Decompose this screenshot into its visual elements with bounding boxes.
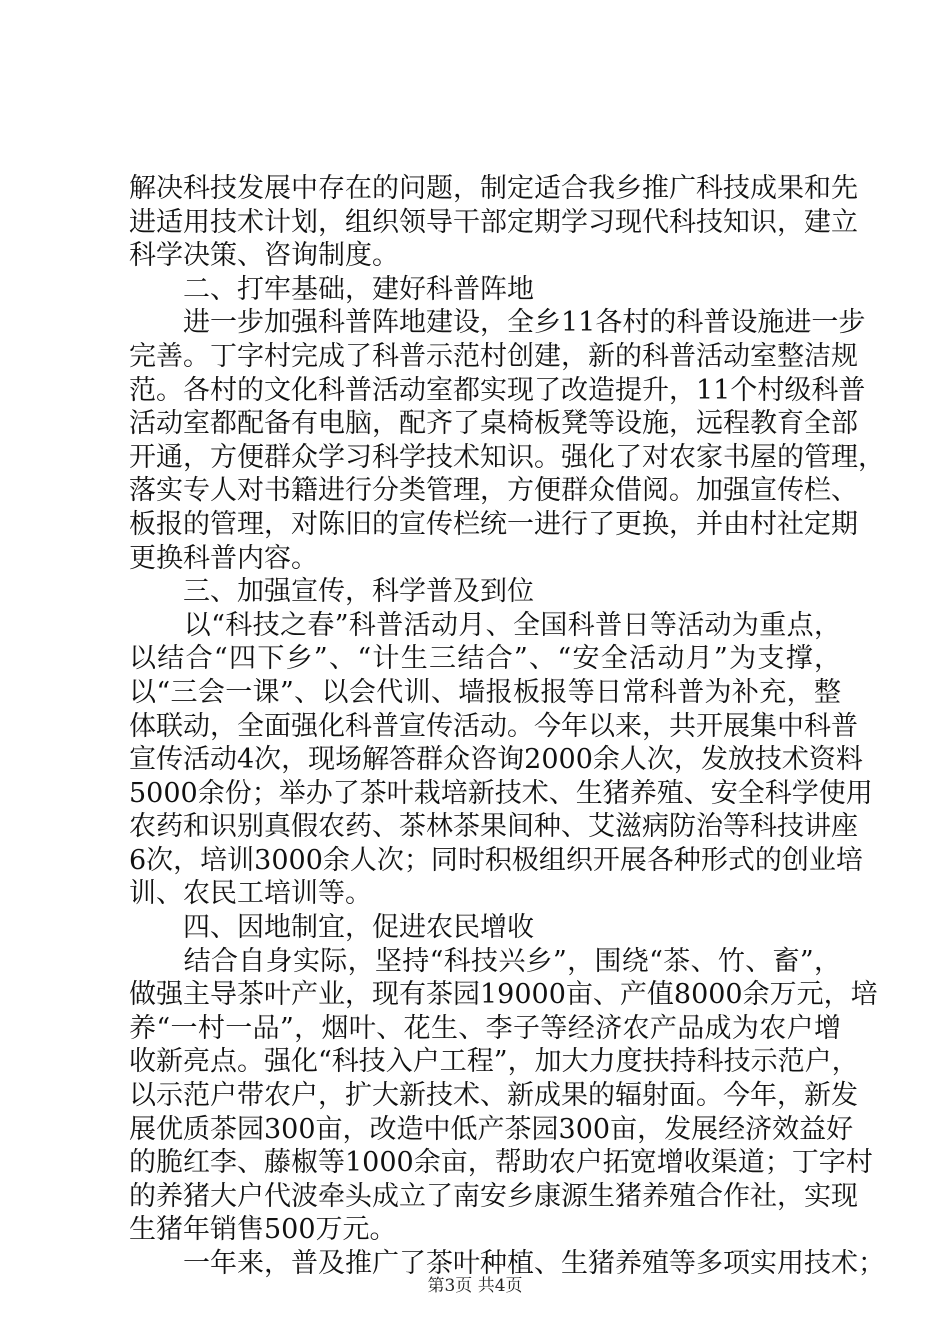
text-line: 一年来，普及推广了茶叶种植、生猪养殖等多项实用技术； <box>129 1248 885 1279</box>
section-heading: 二、打牢基础，建好科普阵地 <box>129 273 534 305</box>
text-line: 以“三会一课”、以会代训、墙报板报等日常科普为补充，整 <box>129 676 841 708</box>
text-line: 5000余份；举办了茶叶栽培新技术、生猪养殖、安全科学使用 <box>129 777 873 809</box>
text-line: 科学决策、咨询制度。 <box>129 240 399 272</box>
text-line: 完善。丁字村完成了科普示范村创建，新的科普活动室整洁规 <box>129 340 858 372</box>
text-line: 的养猪大户代波牵头成立了南安乡康源生猪养殖合作社，实现 <box>129 1180 858 1212</box>
text-line: 养“一村一品”，烟叶、花生、李子等经济农产品成为农户增 <box>129 1012 841 1044</box>
text-line: 落实专人对书籍进行分类管理，方便群众借阅。加强宣传栏、 <box>129 475 858 507</box>
text-line: 板报的管理，对陈旧的宣传栏统一进行了更换，并由村社定期 <box>129 508 858 540</box>
text-line: 更换科普内容。 <box>129 542 318 574</box>
text-line: 解决科技发展中存在的问题，制定适合我乡推广科技成果和先 <box>129 173 858 204</box>
text-line: 的脆红李、藤椒等1000余亩，帮助农户拓宽增收渠道；丁字村 <box>129 1147 873 1179</box>
text-line: 以示范户带农户，扩大新技术、新成果的辐射面。今年，新发 <box>129 1080 858 1112</box>
text-line: 宣传活动4次，现场解答群众咨询2000余人次，发放技术资料 <box>129 744 863 776</box>
text-line: 生猪年销售500万元。 <box>129 1214 397 1246</box>
text-line: 6次，培训3000余人次；同时积极组织开展各种形式的创业培 <box>129 844 863 876</box>
body-text <box>129 172 885 1281</box>
text-line: 农药和识别真假农药、茶林茶果间种、艾滋病防治等科技讲座 <box>129 811 858 843</box>
text-line: 以结合“四下乡”、“计生三结合”、“安全活动月”为支撑， <box>129 643 841 675</box>
page-footer: 第3页 共4页 <box>427 1276 523 1296</box>
text-line: 进适用技术计划，组织领导干部定期学习现代科技知识，建立 <box>129 206 858 238</box>
text-line: 进一步加强科普阵地建设，全乡11各村的科普设施进一步 <box>129 307 866 339</box>
text-line: 展优质茶园300亩，改造中低产茶园300亩，发展经济效益好 <box>129 1113 854 1145</box>
section-heading: 四、因地制宜，促进农民增收 <box>129 912 534 944</box>
text-line: 做强主导茶叶产业，现有茶园19000亩、产值8000余万元，培 <box>129 979 878 1011</box>
text-line: 开通，方便群众学习科学技术知识。强化了对农家书屋的管理， <box>129 441 885 473</box>
text-line: 以“科技之春”科普活动月、全国科普日等活动为重点， <box>129 609 841 641</box>
text-line: 训、农民工培训等。 <box>129 878 372 910</box>
text-line: 活动室都配备有电脑，配齐了桌椅板凳等设施，远程教育全部 <box>129 408 858 440</box>
text-line: 范。各村的文化科普活动室都实现了改造提升，11个村级科普 <box>129 374 866 406</box>
section-heading: 三、加强宣传，科学普及到位 <box>129 576 534 608</box>
text-line: 收新亮点。强化“科技入户工程”，加大力度扶持科技示范户， <box>129 1046 859 1078</box>
text-line: 体联动，全面强化科普宣传活动。今年以来，共开展集中科普 <box>129 710 858 742</box>
text-line: 结合自身实际，坚持“科技兴乡”，围绕“茶、竹、畜”， <box>129 945 841 977</box>
